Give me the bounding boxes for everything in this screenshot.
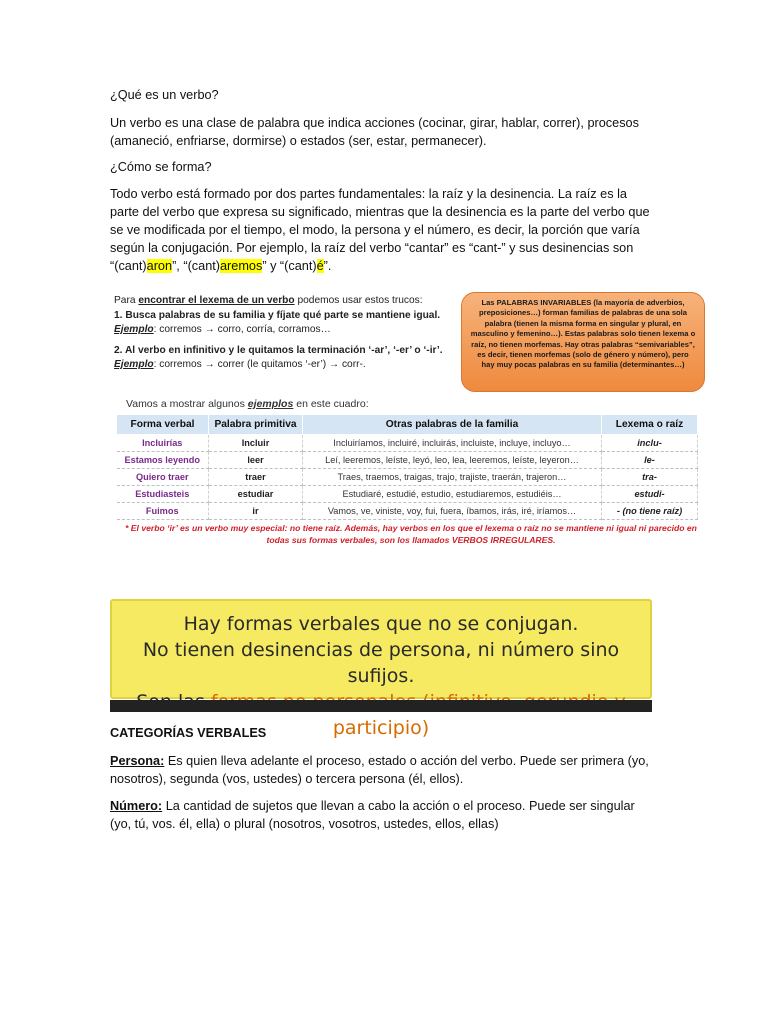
banner-line-1: Hay formas verbales que no se conjugan. xyxy=(183,613,579,635)
trick-1-number: 1. xyxy=(114,309,123,321)
table-row xyxy=(117,503,698,520)
table-row xyxy=(117,486,698,503)
table-intro-a: Vamos a mostrar algunos xyxy=(126,398,248,410)
cell-palabra-primitiva: leer xyxy=(209,452,303,469)
table-row xyxy=(117,452,698,469)
verb-table xyxy=(116,414,698,520)
cell-forma-verbal: Estamos leyendo xyxy=(117,452,209,469)
paragraph-numero xyxy=(110,797,655,833)
tricks-block xyxy=(114,294,459,373)
question-how-formed: ¿Cómo se forma? xyxy=(110,160,212,174)
trick-1-example xyxy=(114,323,459,338)
trick-2-text: Al verbo en infinitivo y le quitamos la terminación ‘-ar’, ‘-er’ o ‘-ir’. xyxy=(122,344,443,356)
cell-forma-verbal: Incluirías xyxy=(117,435,209,452)
cell-otras-palabras: Incluiríamos, incluiré, incluirás, incluiste, incluye, incluyo… xyxy=(303,435,602,452)
cell-palabra-primitiva: Incluir xyxy=(209,435,303,452)
banner-line-2: No tienen desinencias de persona, ni número sino sufijos. xyxy=(142,639,620,687)
cell-otras-palabras: Estudiaré, estudié, estudio, estudiaremos, estudiéis… xyxy=(303,486,602,503)
formation-text: Todo verbo está formado por dos partes fundamentales: la raíz y la desinencia. La raíz es la parte del verbo que expresa su significado, mientras que la desinencia es la parte del verbo que se ve modificada por el tiempo, el modo, la persona y el número, es decir, la porción que varía según la conjugación. Por ejemplo, la raíz del verbo “cantar” es “cant-” y sus desinencias son “(cant) xyxy=(110,187,650,273)
table-row xyxy=(117,469,698,486)
banner-bottom-bar xyxy=(110,700,652,712)
table-intro-b: en este cuadro: xyxy=(293,398,369,410)
desinence-highlight-1: aron xyxy=(146,259,173,273)
cell-lexema: estudi- xyxy=(602,486,698,503)
cell-palabra-primitiva: traer xyxy=(209,469,303,486)
cell-otras-palabras: Vamos, ve, viniste, voy, fui, fuera, íbamos, irás, iré, iríamos… xyxy=(303,503,602,520)
table-intro xyxy=(126,398,369,410)
formation-end: ”. xyxy=(323,259,332,273)
cell-palabra-primitiva: ir xyxy=(209,503,303,520)
cell-forma-verbal: Estudiasteis xyxy=(117,486,209,503)
header-otras-palabras: Otras palabras de la familia xyxy=(303,415,602,435)
cell-forma-verbal: Quiero traer xyxy=(117,469,209,486)
cell-palabra-primitiva: estudiar xyxy=(209,486,303,503)
cell-lexema: inclu- xyxy=(602,435,698,452)
table-intro-em: ejemplos xyxy=(247,398,294,410)
paragraph-verb-definition: Un verbo es una clase de palabra que indica acciones (cocinar, girar, hablar, correr), procesos (amaneció, enfriarse, dormirse) o estados (ser, estar, permanecer). xyxy=(110,116,639,148)
desinence-highlight-3: é xyxy=(316,259,324,273)
numero-text: La cantidad de sujetos que llevan a cabo la acción o el proceso. Puede ser singular (yo, tú, vos. él, ella) o plural (nosotros, vosotros, ustedes, ellos, ellas) xyxy=(110,799,635,831)
header-palabra-primitiva: Palabra primitiva xyxy=(209,415,303,435)
separator-1: ”, “(cant) xyxy=(172,259,220,273)
trick-1 xyxy=(114,309,459,324)
trick-2-example-text: : corremos → correr (le quitamos ‘-er’) → corr-. xyxy=(153,359,366,370)
cell-lexema: - (no tiene raíz) xyxy=(602,503,698,520)
paragraph-persona xyxy=(110,752,655,788)
trick-2-number: 2. xyxy=(114,344,123,356)
irregular-verbs-note: * El verbo ‘ir’ es un verbo muy especial: no tiene raíz. Además, hay verbos en los que el lexema o raíz no se mantiene ni igual ni parecido en todas sus formas verbales, son los llamados VERBOS IRREGULARES. xyxy=(125,523,697,545)
persona-text: Es quien lleva adelante el proceso, estado o acción del verbo. Puede ser primera (yo, nosotros), segunda (vos, ustedes) o tercera persona (él, ellos). xyxy=(110,754,649,786)
header-lexema: Lexema o raíz xyxy=(602,415,698,435)
header-forma-verbal: Forma verbal xyxy=(117,415,209,435)
persona-label: Persona: xyxy=(110,754,165,768)
desinence-highlight-2: aremos xyxy=(220,259,263,273)
cell-lexema: tra- xyxy=(602,469,698,486)
cell-lexema: le- xyxy=(602,452,698,469)
cell-otras-palabras: Traes, traemos, traigas, trajo, trajiste, traerán, trajeron… xyxy=(303,469,602,486)
question-what-is-verb: ¿Qué es un verbo? xyxy=(110,88,219,102)
lexema-image xyxy=(108,290,700,554)
paragraph-verb-formation xyxy=(110,185,655,275)
trick-1-example-text: : corremos → corro, corría, corramos… xyxy=(153,324,331,335)
tricks-intro-link: encontrar el lexema de un verbo xyxy=(138,295,295,306)
example-label-1: Ejemplo xyxy=(114,324,154,335)
invariable-words-note: Las PALABRAS INVARIABLES (la mayoría de adverbios, preposiciones…) forman familias de palabras de una sola palabra (tienen la misma forma en singular y plural, en masculino y femenino…). Estas palabras solo tienen lexema o raíz, no tienen morfemas. Hay otras palabras “semivariables”, es decir, tienen morfemas (solo de género y número), pero hay muy pocas palabras en su familia (determinantes…) xyxy=(461,292,705,392)
numero-label: Número: xyxy=(110,799,163,813)
trick-1-text: Busca palabras de su familia y fíjate qué parte se mantiene igual. xyxy=(122,309,441,321)
banner-line-3-b: participio) xyxy=(332,717,430,739)
tricks-intro-b: podemos usar estos trucos: xyxy=(294,295,423,306)
trick-2 xyxy=(114,344,459,359)
heading-verbal-categories: CATEGORÍAS VERBALES xyxy=(110,726,267,740)
example-label-2: Ejemplo xyxy=(114,359,154,370)
trick-2-example xyxy=(114,358,459,373)
cell-forma-verbal: Fuimos xyxy=(117,503,209,520)
tricks-intro xyxy=(114,294,459,309)
table-header-row xyxy=(117,415,698,435)
table-row xyxy=(117,435,698,452)
cell-otras-palabras: Leí, leeremos, leíste, leyó, leo, lea, leeremos, leíste, leyeron… xyxy=(303,452,602,469)
tricks-intro-a: Para xyxy=(114,295,139,306)
separator-2: ” y “(cant) xyxy=(262,259,317,273)
